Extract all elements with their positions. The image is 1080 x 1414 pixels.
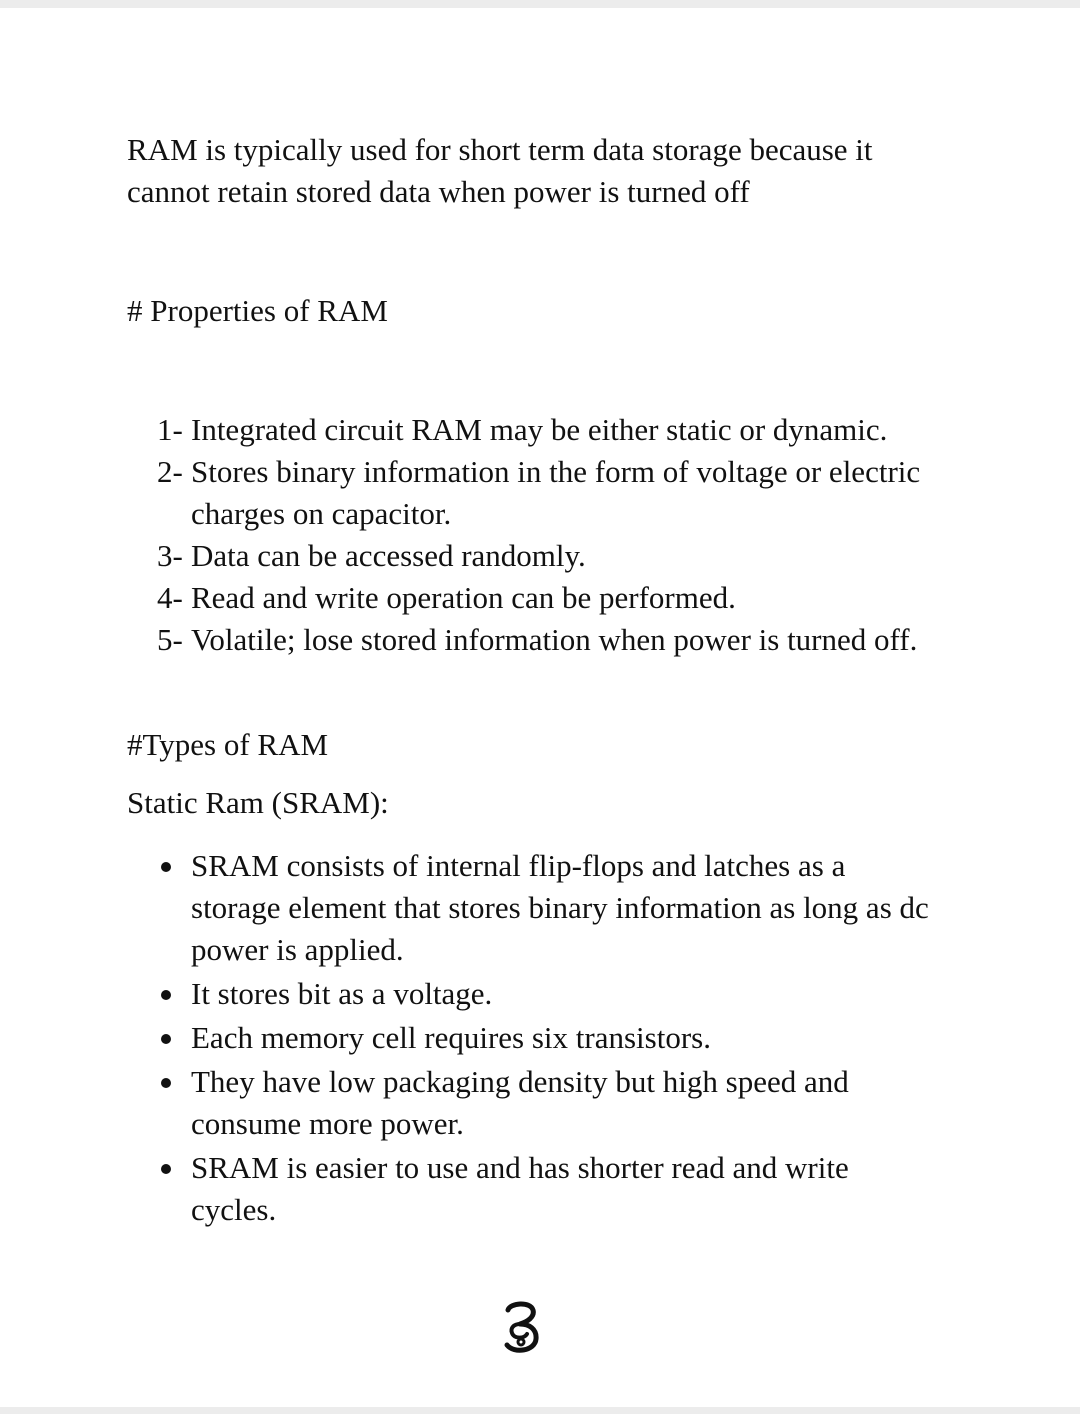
bullet-icon — [161, 862, 171, 872]
bullet-item — [158, 845, 929, 971]
types-heading: #Types of RAM — [127, 727, 329, 762]
top-border — [0, 0, 1080, 8]
intro-line-2: cannot retain stored data when power is turned off — [127, 174, 750, 209]
bullet-item — [158, 1147, 929, 1231]
list-item — [157, 619, 920, 661]
list-item-number: 2- — [157, 454, 183, 489]
list-item — [157, 535, 920, 577]
list-item-text-continued: charges on capacitor. — [191, 496, 452, 531]
bullet-item — [158, 973, 929, 1015]
list-item — [157, 451, 920, 535]
list-item-text: Stores binary information in the form of voltage or electric — [191, 454, 921, 489]
bullet-item — [158, 1017, 929, 1059]
list-item-number: 5- — [157, 622, 183, 657]
list-item-number: 1- — [157, 412, 183, 447]
bullet-icon — [161, 1034, 171, 1044]
list-item-text: Data can be accessed randomly. — [191, 538, 586, 573]
list-item-text: Read and write operation can be performed. — [191, 580, 736, 615]
bullet-text: They have low packaging density but high speed and — [191, 1064, 849, 1099]
intro-paragraph — [127, 129, 873, 213]
list-item — [157, 577, 920, 619]
bullet-text: SRAM consists of internal flip-flops and latches as a — [191, 848, 846, 883]
intro-line-1: RAM is typically used for short term data storage because it — [127, 132, 873, 167]
bullet-text-continued: cycles. — [191, 1192, 277, 1227]
list-item-text: Volatile; lose stored information when power is turned off. — [191, 622, 918, 657]
page-number-icon — [500, 1298, 542, 1358]
bottom-border — [0, 1407, 1080, 1414]
bullet-text-continued: storage element that stores binary information as long as dc — [191, 890, 929, 925]
bullet-text: SRAM is easier to use and has shorter read and write — [191, 1150, 849, 1185]
properties-heading: # Properties of RAM — [127, 293, 388, 328]
list-item-number: 3- — [157, 538, 183, 573]
bullet-icon — [161, 1164, 171, 1174]
bullet-icon — [161, 1078, 171, 1088]
bullet-text-continued: consume more power. — [191, 1106, 464, 1141]
bullet-text: It stores bit as a voltage. — [191, 976, 493, 1011]
bullet-item — [158, 1061, 929, 1145]
bullet-icon — [161, 990, 171, 1000]
bullet-text: Each memory cell requires six transistors. — [191, 1020, 711, 1055]
list-item-number: 4- — [157, 580, 183, 615]
sram-bullet-list — [158, 845, 929, 1233]
properties-list — [157, 409, 920, 661]
sram-heading: Static Ram (SRAM): — [127, 785, 389, 820]
list-item — [157, 409, 920, 451]
list-item-text: Integrated circuit RAM may be either static or dynamic. — [191, 412, 888, 447]
bullet-text-continued: power is applied. — [191, 932, 404, 967]
